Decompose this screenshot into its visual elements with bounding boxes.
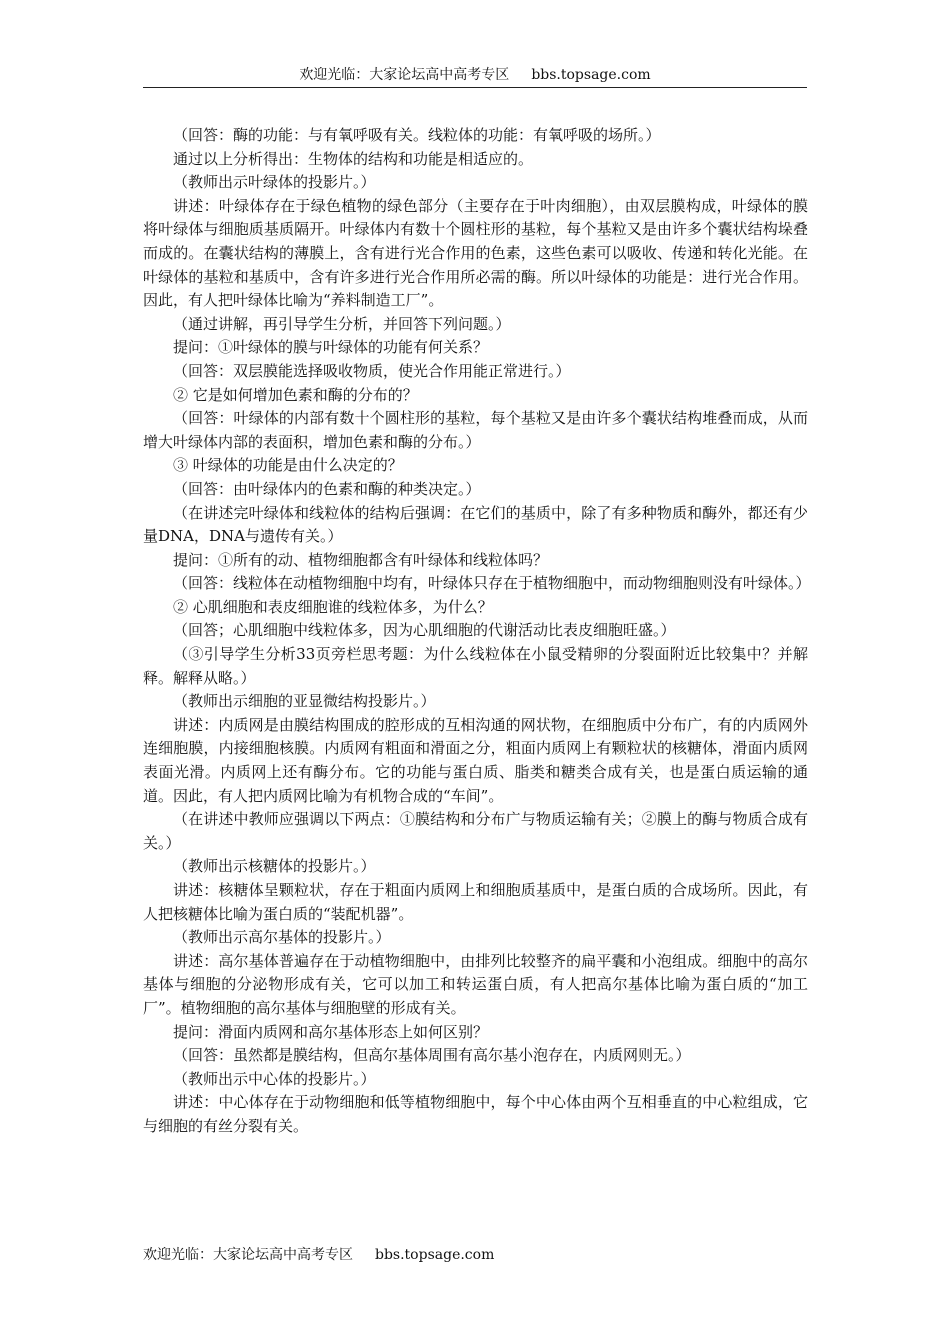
paragraph: （通过讲解，再引导学生分析，并回答下列问题。） <box>173 314 511 333</box>
paragraph: 提问：①叶绿体的膜与叶绿体的功能有何关系？ <box>173 338 489 357</box>
header-url-link[interactable]: bbs.topsage.com <box>531 67 651 83</box>
paragraph: 讲述：叶绿体存在于绿色植物的绿色部分（主要存在于叶肉细胞），由双层膜构成，叶绿体的膜将叶绿体与细胞质基质隔开。叶绿体内有数十个圆柱形的基粒，每个基粒又是由许多个囊状结构垛叠而成的。在囊状结构的薄膜上，含有进行光合作用的色素，这些色素可以吸收、传递和转化光能。在叶绿体的基粒和基质中，含有许多进行光合作用所必需的酶。所以叶绿体的功能是：进行光合作用。因此，有人把叶绿体比喻为“养料制造工厂”。 <box>143 196 808 310</box>
paragraph: （教师出示核糖体的投影片。） <box>173 857 376 876</box>
paragraph: 提问：滑面内质网和高尔基体形态上如何区别？ <box>173 1022 489 1041</box>
paragraph: ③ 叶绿体的功能是由什么决定的？ <box>173 456 403 475</box>
paragraph: 通过以上分析得出：生物体的结构和功能是相适应的。 <box>173 149 534 168</box>
header-welcome-text: 欢迎光临：大家论坛高中高考专区 <box>299 67 510 83</box>
paragraph: （③引导学生分析33页旁栏思考题：为什么线粒体在小鼠受精卵的分裂面附近比较集中？并解释。解释从略。） <box>143 645 808 687</box>
paragraph: （回答：虽然都是膜结构，但高尔基体周围有高尔基小泡存在，内质网则无。） <box>173 1046 691 1065</box>
paragraph: 讲述：中心体存在于动物细胞和低等植物细胞中，每个中心体由两个互相垂直的中心粒组成，它与细胞的有丝分裂有关。 <box>143 1093 808 1135</box>
paragraph: （回答；心肌细胞中线粒体多，因为心肌细胞的代谢活动比表皮细胞旺盛。） <box>173 621 676 640</box>
paragraph: （在讲述中教师应强调以下两点：①膜结构和分布广与物质运输有关；②膜上的酶与物质合成有关。） <box>143 810 808 852</box>
page-header <box>143 66 807 88</box>
paragraph: （教师出示高尔基体的投影片。） <box>173 928 391 947</box>
paragraph: （教师出示中心体的投影片。） <box>173 1069 376 1088</box>
paragraph: （回答：双层膜能选择吸收物质，使光合作用能正常进行。） <box>173 361 571 380</box>
paragraph: （回答：线粒体在动植物细胞中均有，叶绿体只存在于植物细胞中，而动物细胞则没有叶绿体。） <box>173 574 811 593</box>
footer-url-link[interactable]: bbs.topsage.com <box>375 1247 495 1263</box>
paragraph: 讲述：核糖体呈颗粒状，存在于粗面内质网上和细胞质基质中，是蛋白质的合成场所。因此，有人把核糖体比喻为蛋白质的“装配机器”。 <box>143 881 808 923</box>
paragraph: （教师出示细胞的亚显微结构投影片。） <box>173 692 436 711</box>
footer-welcome-text: 欢迎光临：大家论坛高中高考专区 <box>143 1247 353 1263</box>
paragraph: 讲述：高尔基体普遍存在于动植物细胞中，由排列比较整齐的扁平囊和小泡组成。细胞中的高尔基体与细胞的分泌物形成有关，它可以加工和转运蛋白质，有人把高尔基体比喻为蛋白质的“加工厂”。植物细胞的高尔基体与细胞壁的形成有关。 <box>143 951 808 1017</box>
paragraph: （回答：由叶绿体内的色素和酶的种类决定。） <box>173 479 481 498</box>
paragraph: ② 它是如何增加色素和酶的分布的？ <box>173 385 418 404</box>
paragraph: （回答：叶绿体的内部有数十个圆柱形的基粒，每个基粒又是由许多个囊状结构堆叠而成，从而增大叶绿体内部的表面积，增加色素和酶的分布。） <box>143 409 808 451</box>
document-body <box>143 124 811 1139</box>
paragraph: ② 心肌细胞和表皮细胞谁的线粒体多，为什么？ <box>173 597 493 616</box>
paragraph: （教师出示叶绿体的投影片。） <box>173 173 376 192</box>
paragraph: 讲述：内质网是由膜结构围成的腔形成的互相沟通的网状物，在细胞质中分布广，有的内质网外连细胞膜，内接细胞核膜。内质网有粗面和滑面之分，粗面内质网上有颗粒状的核糖体，滑面内质网表面光滑。内质网上还有酶分布。它的功能与蛋白质、脂类和糖类合成有关，也是蛋白质运输的通道。因此，有人把内质网比喻为有机物合成的“车间”。 <box>143 715 808 805</box>
paragraph: （在讲述完叶绿体和线粒体的结构后强调：在它们的基质中，除了有多种物质和酶外，都还有少量DNA，DNA与遗传有关。） <box>143 503 808 546</box>
paragraph: 提问：①所有的动、植物细胞都含有叶绿体和线粒体吗？ <box>173 550 549 569</box>
paragraph: （回答：酶的功能：与有氧呼吸有关。线粒体的功能：有氧呼吸的场所。） <box>173 126 661 144</box>
page-footer <box>143 1246 494 1264</box>
